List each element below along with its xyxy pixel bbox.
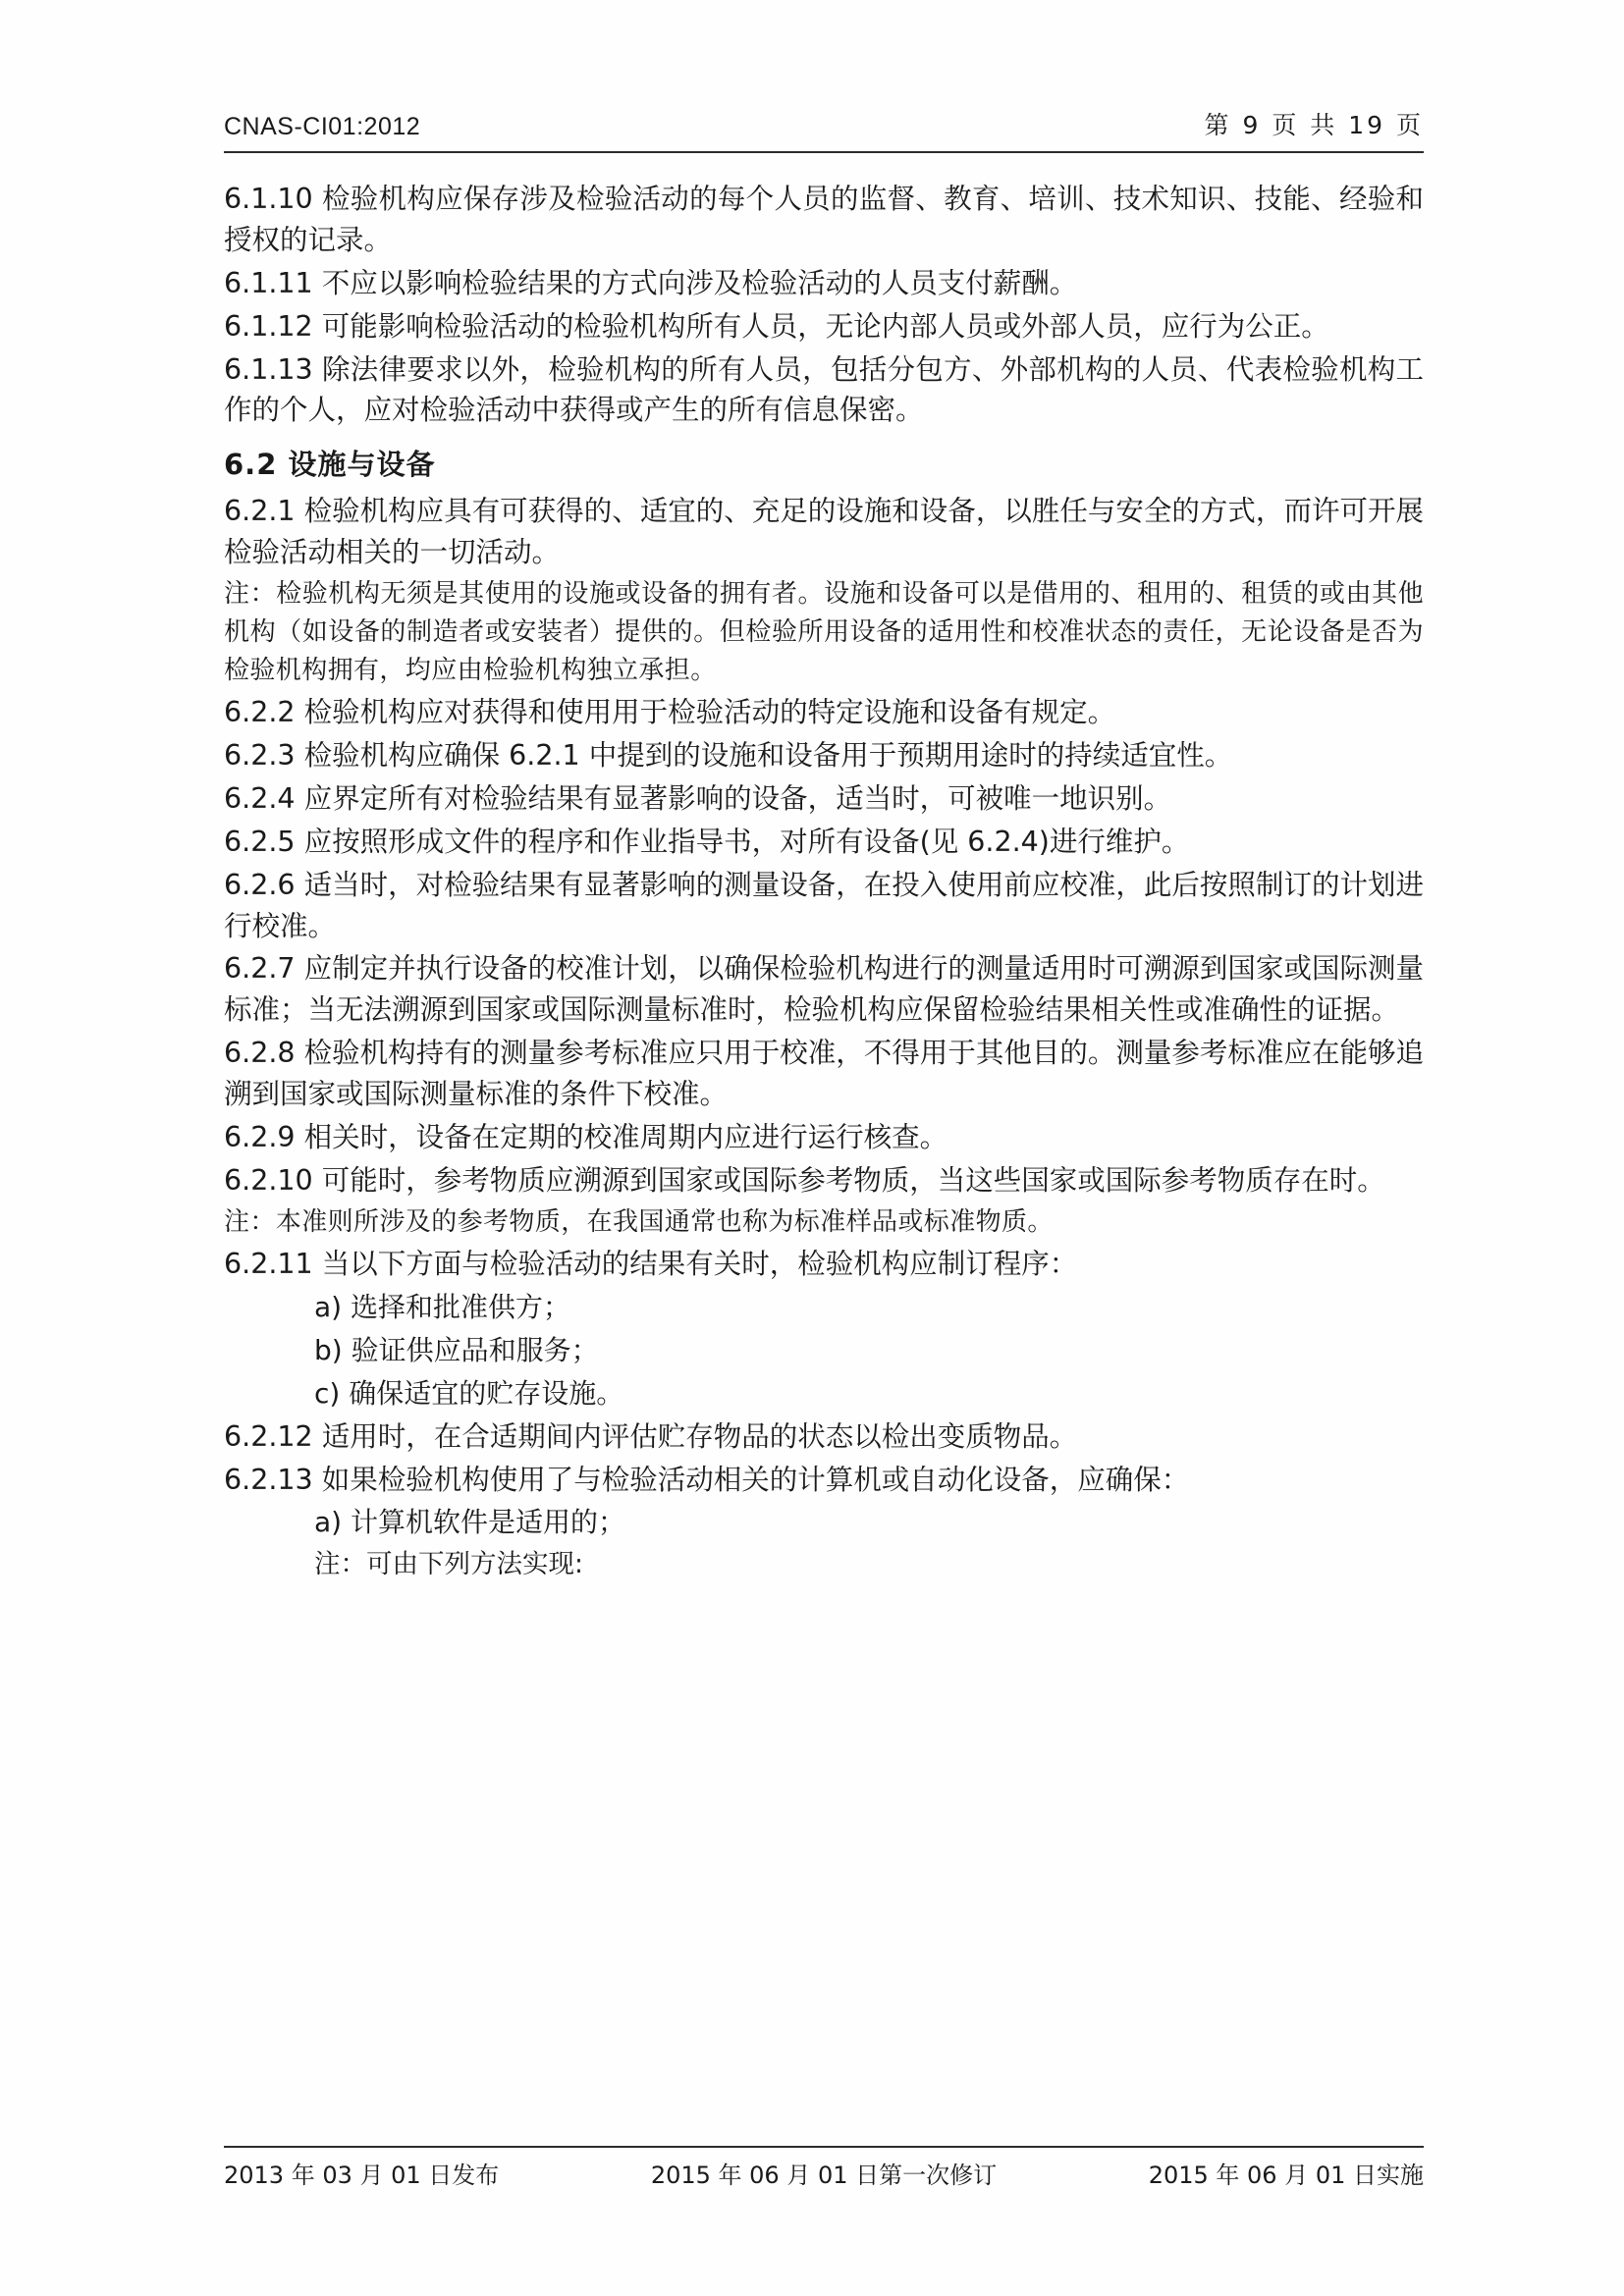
footer-issue-date: 2013 年 03 月 01 日发布	[224, 2162, 500, 2189]
document-body	[224, 179, 1424, 1584]
page-footer	[224, 2146, 1424, 2190]
note-6-2-1: 注：检验机构无须是其使用的设施或设备的拥有者。设施和设备可以是借用的、租用的、租赁的或由其他机构（如设备的制造者或安装者）提供的。但检验所用设备的适用性和校准状态的责任，无论设备是否为检验机构拥有，均应由检验机构独立承担。	[224, 579, 1424, 686]
paragraph-6-2-10: 6.2.10 可能时，参考物质应溯源到国家或国际参考物质，当这些国家或国际参考物质存在时。	[224, 1163, 1385, 1197]
paragraph-6-2-3: 6.2.3 检验机构应确保 6.2.1 中提到的设施和设备用于预期用途时的持续适宜性。	[224, 739, 1233, 773]
paragraph-6-2-5: 6.2.5 应按照形成文件的程序和作业指导书，对所有设备(见 6.2.4)进行维护。	[224, 825, 1190, 858]
footer-revision: 2015 年 06 月 01 日第一次修订	[650, 2162, 998, 2189]
paragraph-6-2-4: 6.2.4 应界定所有对检验结果有显著影响的设备，适当时，可被唯一地识别。	[224, 781, 1172, 815]
paragraph-6-2-7: 6.2.7 应制定并执行设备的校准计划，以确保检验机构进行的测量适用时可溯源到国家或国际测量标准；当无法溯源到国家或国际测量标准时，检验机构应保留检验结果相关性或准确性的证据。	[224, 952, 1424, 1027]
paragraph-6-1-10: 6.1.10 检验机构应保存涉及检验活动的每个人员的监督、教育、培训、技术知识、技能、经验和授权的记录。	[224, 183, 1424, 256]
section-heading-6-2: 6.2 设施与设备	[224, 448, 436, 482]
list-item-6-2-11-a: a) 选择和批准供方；	[314, 1290, 570, 1323]
list-item-6-2-13-a: a) 计算机软件是适用的；	[314, 1506, 625, 1539]
paragraph-6-1-12: 6.1.12 可能影响检验活动的检验机构所有人员，无论内部人员或外部人员，应行为公正。	[224, 309, 1329, 343]
paragraph-6-2-12: 6.2.12 适用时，在合适期间内评估贮存物品的状态以检出变质物品。	[224, 1419, 1078, 1453]
document-code: CNAS-CI01:2012	[224, 113, 421, 140]
paragraph-6-2-8: 6.2.8 检验机构持有的测量参考标准应只用于校准，不得用于其他目的。测量参考标准应在能够追溯到国家或国际测量标准的条件下校准。	[224, 1037, 1424, 1111]
paragraph-6-2-11: 6.2.11 当以下方面与检验活动的结果有关时，检验机构应制订程序：	[224, 1247, 1078, 1280]
list-item-6-2-11-b: b) 验证供应品和服务；	[314, 1333, 599, 1366]
note-6-2-10: 注：本准则所涉及的参考物质，在我国通常也称为标准样品或标准物质。	[224, 1206, 1054, 1237]
list-item-6-2-11-c: c) 确保适宜的贮存设施。	[314, 1376, 624, 1410]
paragraph-6-1-13: 6.1.13 除法律要求以外，检验机构的所有人员，包括分包方、外部机构的人员、代表检验机构工作的个人，应对检验活动中获得或产生的所有信息保密。	[224, 352, 1424, 427]
page-header	[224, 106, 1424, 153]
paragraph-6-2-2: 6.2.2 检验机构应对获得和使用用于检验活动的特定设施和设备有规定。	[224, 696, 1116, 729]
page-number-indicator: 第 9 页 共 19 页	[1204, 111, 1424, 139]
paragraph-6-2-1: 6.2.1 检验机构应具有可获得的、适宜的、充足的设施和设备，以胜任与安全的方式，而许可开展检验活动相关的一切活动。	[224, 495, 1424, 569]
paragraph-6-2-13: 6.2.13 如果检验机构使用了与检验活动相关的计算机或自动化设备，应确保：	[224, 1463, 1190, 1496]
paragraph-6-1-11: 6.1.11 不应以影响检验结果的方式向涉及检验活动的人员支付薪酬。	[224, 266, 1078, 299]
note-6-2-13-a: 注：可由下列方法实现:	[314, 1549, 583, 1580]
page-content	[224, 106, 1424, 1586]
paragraph-6-2-6: 6.2.6 适当时，对检验结果有显著影响的测量设备，在投入使用前应校准，此后按照制订的计划进行校准。	[224, 868, 1424, 942]
footer-effective-date: 2015 年 06 月 01 日实施	[1148, 2162, 1424, 2189]
paragraph-6-2-9: 6.2.9 相关时，设备在定期的校准周期内应进行运行核查。	[224, 1121, 948, 1154]
